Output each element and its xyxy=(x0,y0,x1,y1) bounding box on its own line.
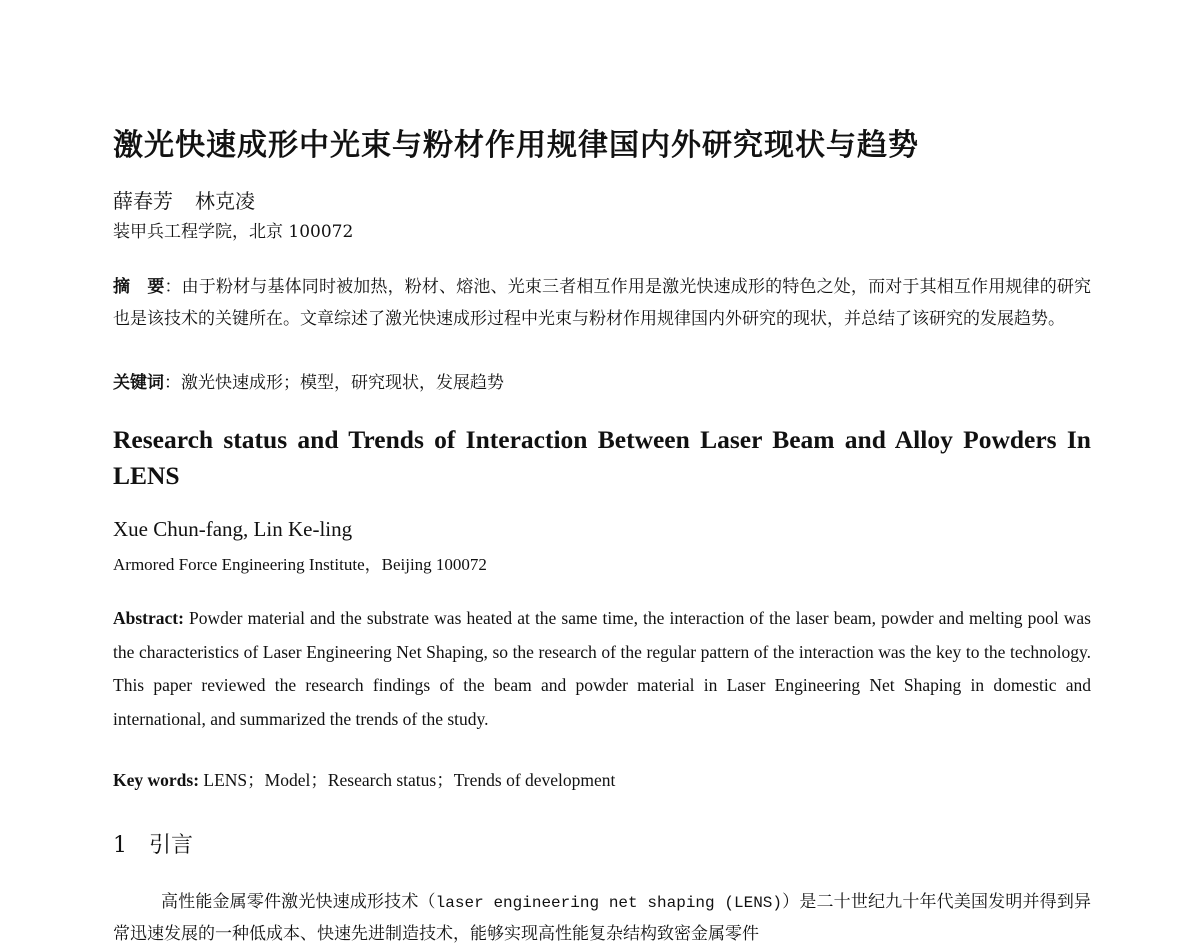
english-keywords-label: Key words: xyxy=(113,770,200,790)
chinese-authors xyxy=(113,185,255,214)
english-abstract xyxy=(113,602,1091,737)
english-affiliation: Armored Force Engineering Institute，Beijing 100072 xyxy=(113,555,487,574)
body-text-acronym: laser engineering net shaping (LENS) xyxy=(435,894,782,912)
chinese-keywords-text: 激光快速成形；模型，研究现状，发展趋势 xyxy=(181,373,504,393)
chinese-keywords-label: 关键词 xyxy=(113,373,164,393)
body-text-part1: 高性能金属零件激光快速成形技术（ xyxy=(161,892,436,912)
author-1-cn: 薛春芳 xyxy=(113,189,173,213)
english-authors: Xue Chun-fang, Lin Ke-ling xyxy=(113,517,353,541)
body-text-part2: ）是二十世纪九十年代美国发明并得到异常迅速发展的一种低成本、快速先进制造技术，能够实现高性能复杂结构致密金属零件 xyxy=(113,892,1092,944)
chinese-title: 激光快速成形中光束与粉材作用规律国内外研究现状与趋势 xyxy=(113,128,919,163)
chinese-affiliation: 装甲兵工程学院，北京 100072 xyxy=(113,222,354,242)
english-keywords xyxy=(113,767,615,792)
english-keywords-text: LENS；Model；Research status；Trends of development xyxy=(203,770,616,790)
chinese-abstract-text: 由于粉材与基体同时被加热，粉材、熔池、光束三者相互作用是激光快速成形的特色之处，而对于其相互作用规律的研究也是该技术的关键所在。文章综述了激光快速成形过程中光束与粉材作用规律国内外研究的现状，并总结了该研究的发展趋势。 xyxy=(113,277,1092,329)
author-2-cn: 林克凌 xyxy=(195,189,255,213)
chinese-abstract-separator: ： xyxy=(164,277,182,297)
english-title: Research status and Trends of Interaction Between Laser Beam and Alloy Powders In LENS xyxy=(113,425,1091,490)
english-abstract-label: Abstract: xyxy=(113,608,184,628)
chinese-keywords-separator: ： xyxy=(164,373,181,393)
english-abstract-text: Powder material and the substrate was heated at the same time, the interaction of the laser beam, powder and melting pool was the characteristics of Laser Engineering Net Shaping, so the research of the regular pattern of the interaction was the key to the technology. This paper reviewed the research findings of the beam and powder material in Laser Engineering Net Shaping in domestic and international, and summarized the trends of the study. xyxy=(113,608,1091,730)
chinese-abstract-label: 摘 要 xyxy=(113,277,165,297)
section-number: 1 xyxy=(113,833,127,858)
chinese-keywords xyxy=(113,368,504,393)
body-paragraph xyxy=(113,887,1091,950)
chinese-abstract xyxy=(113,272,1091,335)
section-heading xyxy=(113,828,193,859)
section-title: 引言 xyxy=(149,833,194,858)
